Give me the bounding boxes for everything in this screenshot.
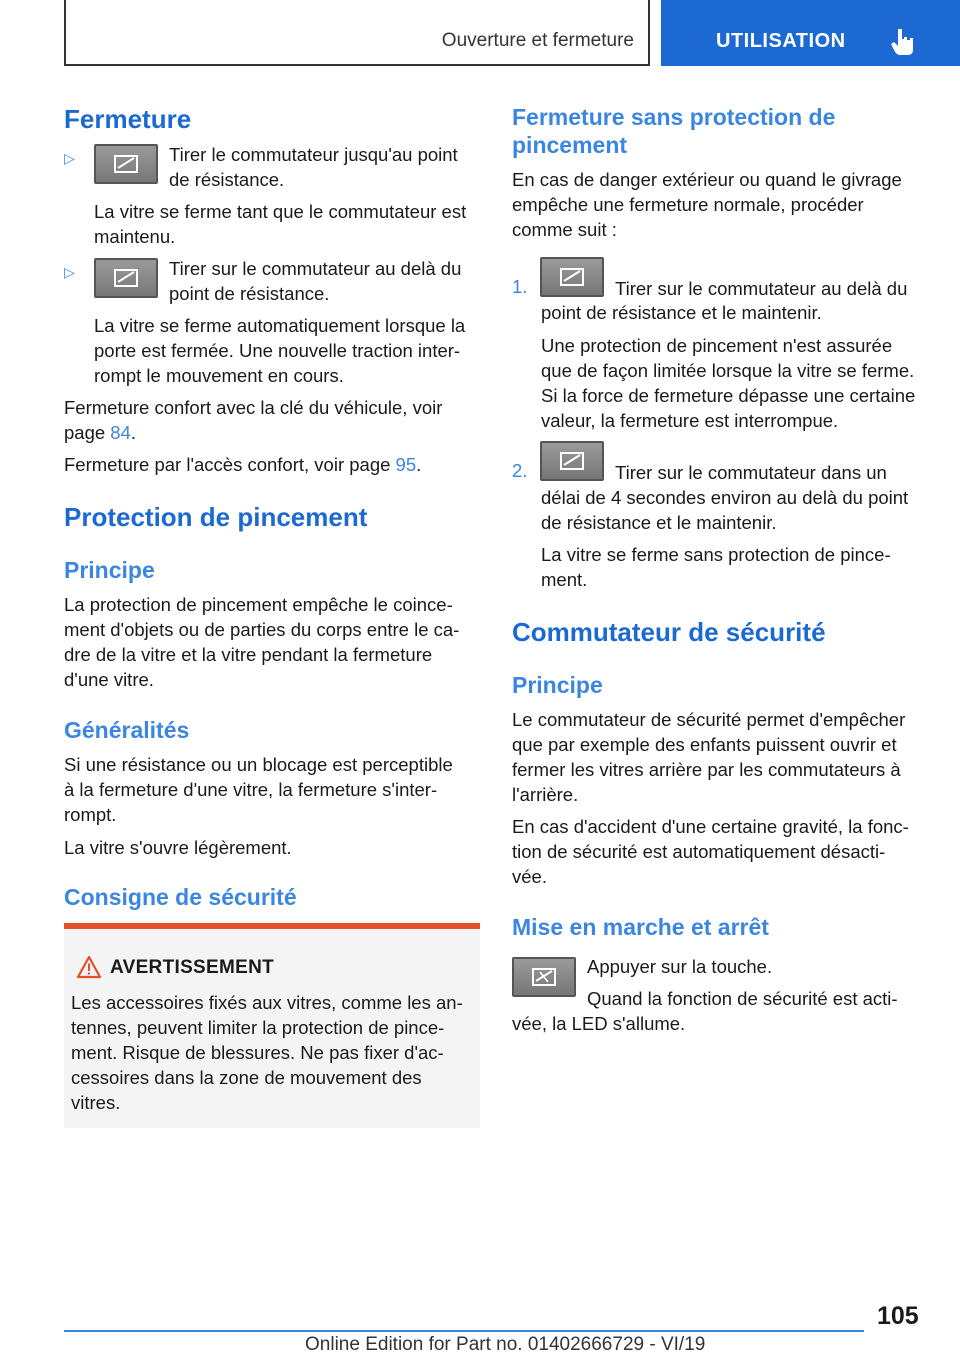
step2-line4: La vitre se ferme sans protection de pince-	[541, 544, 891, 565]
item1-line1: Tirer le commutateur jusqu'au point	[169, 144, 458, 165]
sans-line3: comme suit :	[512, 219, 617, 240]
item2-desc1: La vitre se ferme automatiquement lorsque la	[94, 315, 466, 336]
step2-line1: Tirer sur le commutateur dans un	[615, 462, 887, 483]
safety-switch-icon	[512, 957, 576, 997]
step1-line5: Si la force de fermeture dépasse une certaine	[541, 385, 916, 406]
comfort2-prefix: Fermeture par l'accès confort, voir page	[64, 454, 396, 475]
mise-line2: Quand la fonction de sécurité est acti-	[587, 988, 898, 1009]
principe-right-line7: vée.	[512, 866, 547, 887]
window-switch-icon	[540, 441, 604, 481]
triangle-right-icon: ▷	[64, 264, 75, 280]
principe-right-heading: Principe	[512, 672, 603, 698]
comfort1-line1: Fermeture confort avec la clé du véhicule, voir	[64, 397, 443, 418]
item2-desc3: rompt le mouvement en cours.	[94, 365, 344, 386]
principe-line3: dre de la vitre et la vitre pendant la fermeture	[64, 644, 433, 665]
principe-line4: d'une vitre.	[64, 669, 154, 690]
comfort1-period: .	[130, 422, 137, 443]
mise-line1: Appuyer sur la touche.	[587, 956, 773, 977]
comfort1-prefix: page	[64, 422, 111, 443]
warning-line3: ment. Risque de blessures. Ne pas fixer d'ac-	[71, 1042, 444, 1063]
step1-line2: point de résistance et le maintenir.	[541, 302, 822, 323]
header-section-title: Ouverture et fermeture	[441, 30, 634, 51]
principe-right-line3: fermer les vitres arrière par les commutateurs à	[512, 759, 901, 780]
step2-number: 2.	[512, 460, 528, 481]
comfort1-line2	[64, 420, 136, 445]
comfort2-line	[64, 452, 421, 477]
sans-line1: En cas de danger extérieur ou quand le givrage	[512, 169, 902, 190]
warning-line4: cessoires dans la zone de mouvement des	[71, 1067, 422, 1088]
header-section-box	[64, 0, 650, 66]
consigne-heading: Consigne de sécurité	[64, 884, 297, 910]
window-switch-icon	[540, 257, 604, 297]
step1-number: 1.	[512, 276, 528, 297]
sans-line2: empêche une fermeture normale, procéder	[512, 194, 864, 215]
comfort2-period: .	[416, 454, 422, 475]
warning-line2: tennes, peuvent limiter la protection de pince-	[71, 1017, 445, 1038]
step2-line2: délai de 4 secondes environ au delà du point	[541, 487, 909, 508]
warning-title: AVERTISSEMENT	[110, 957, 275, 978]
header-chapter-tab[interactable]	[661, 0, 960, 66]
item1-line2: de résistance.	[169, 169, 285, 190]
warning-triangle-icon	[76, 955, 102, 979]
warning-text	[71, 990, 471, 1115]
item2-line2: point de résistance.	[169, 283, 330, 304]
page-link-84[interactable]: 84	[110, 422, 131, 443]
principe-line2: ment d'objets ou de parties du corps entre le ca-	[64, 619, 460, 640]
item2-desc2: porte est fermée. Une nouvelle traction inter-	[94, 340, 461, 361]
item2-line1: Tirer sur le commutateur au delà du	[169, 258, 462, 279]
item1-desc2: maintenu.	[94, 226, 176, 247]
principe-right-line5: En cas d'accident d'une certaine gravité, la fonc-	[512, 816, 909, 837]
generalites-line2: à la fermeture d'une vitre, la fermeture s'inter-	[64, 779, 438, 800]
triangle-right-icon: ▷	[64, 150, 75, 166]
generalites-heading: Généralités	[64, 717, 190, 743]
step1-line6: valeur, la fermeture est interrompue.	[541, 410, 839, 431]
warning-line5: vitres.	[71, 1092, 121, 1113]
window-switch-icon	[94, 144, 158, 184]
generalites-line1: Si une résistance ou un blocage est perceptible	[64, 754, 453, 775]
mise-en-marche-heading: Mise en marche et arrêt	[512, 914, 769, 940]
principe-heading: Principe	[64, 557, 155, 583]
principe-right-line1: Le commutateur de sécurité permet d'empêcher	[512, 709, 906, 730]
step1-line3: Une protection de pincement n'est assurée	[541, 335, 893, 356]
hand-pointer-icon	[889, 26, 919, 56]
commutateur-heading: Commutateur de sécurité	[512, 617, 826, 647]
warning-box	[64, 923, 480, 1128]
fermeture-heading: Fermeture	[64, 104, 192, 134]
principe-right-line4: l'arrière.	[512, 784, 579, 805]
item1-desc1: La vitre se ferme tant que le commutateur est	[94, 201, 467, 222]
step2-line5: ment.	[541, 569, 588, 590]
principe-right-line6: tion de sécurité est automatiquement désacti-	[512, 841, 886, 862]
page-link-95[interactable]: 95	[395, 454, 417, 475]
warning-line1: Les accessoires fixés aux vitres, comme les an-	[71, 992, 463, 1013]
sans-protection-heading-line1: Fermeture sans protection de	[512, 104, 836, 130]
sans-protection-heading-line2: pincement	[512, 132, 628, 158]
generalites-line3: rompt.	[64, 804, 117, 825]
step1-line1: Tirer sur le commutateur au delà du	[615, 278, 908, 299]
principe-line1: La protection de pincement empêche le coince-	[64, 594, 453, 615]
protection-heading: Protection de pincement	[64, 502, 368, 532]
window-switch-icon	[94, 258, 158, 298]
edition-label: Online Edition for Part no. 01402666729 - VI/19	[305, 1334, 706, 1355]
step2-line3: de résistance et le maintenir.	[541, 512, 777, 533]
mise-line3: vée, la LED s'allume.	[512, 1013, 686, 1034]
principe-right-line2: que par exemple des enfants puissent ouvrir et	[512, 734, 897, 755]
step1-line4: que de façon limitée lorsque la vitre se ferme.	[541, 360, 915, 381]
footer-divider	[64, 1330, 864, 1332]
generalites-line4: La vitre s'ouvre légèrement.	[64, 837, 292, 858]
page-number: 105	[877, 1302, 919, 1330]
header-chapter-title: UTILISATION	[716, 30, 846, 52]
